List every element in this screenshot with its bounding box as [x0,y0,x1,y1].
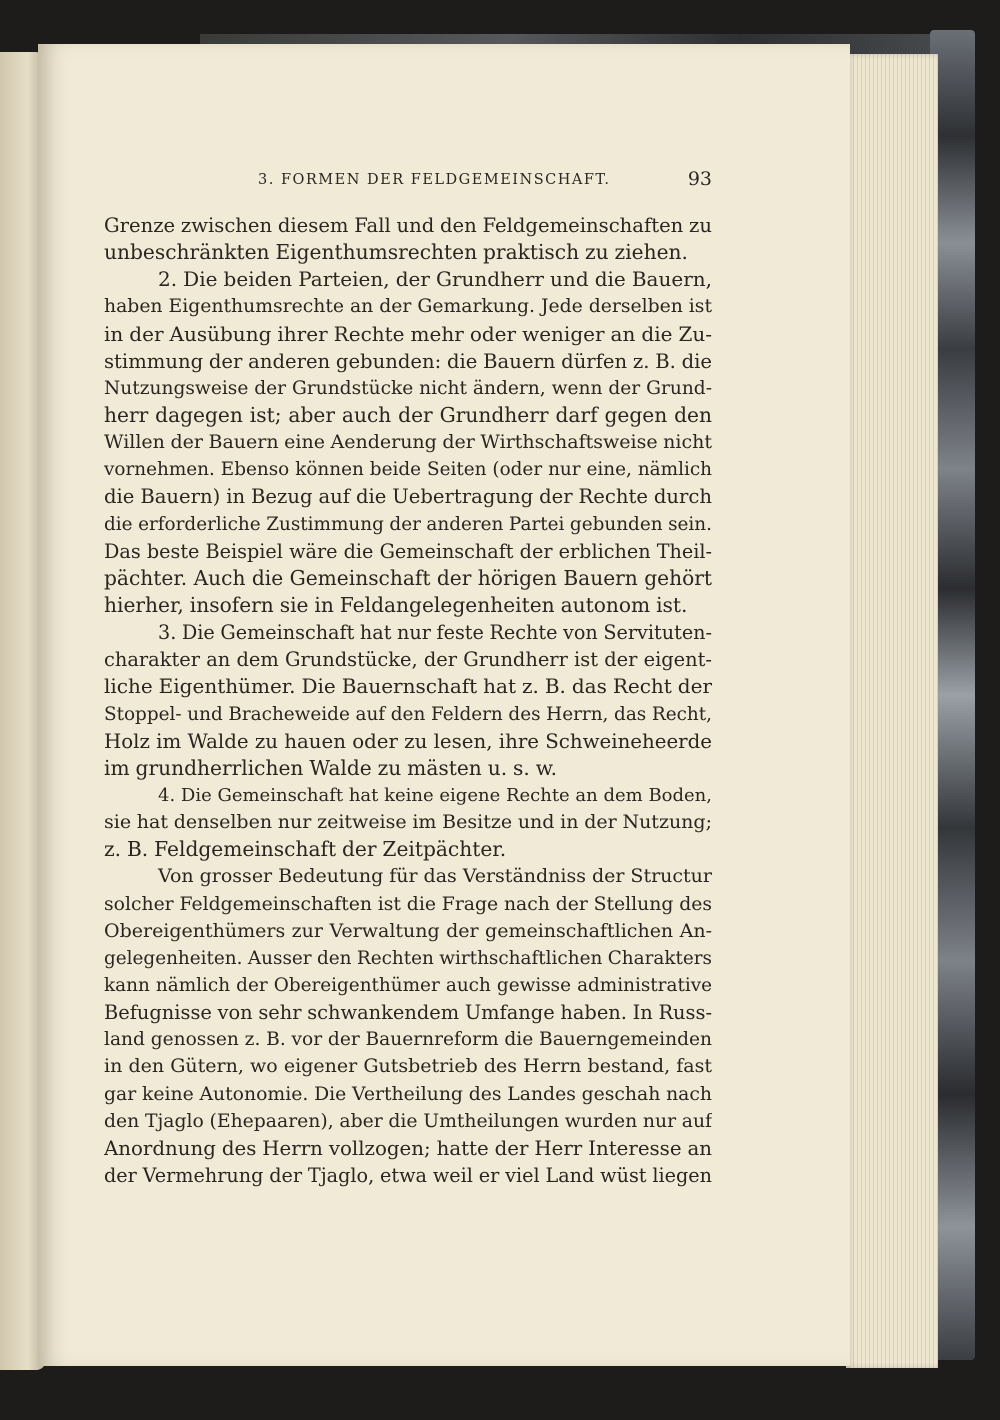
text-line: solcher Feldgemeinschaften ist die Frage nach der Stellung des [104,893,712,915]
text-line: Grenze zwischen diesem Fall und den Feldgemeinschaften zu [104,214,712,237]
page-header [104,168,712,196]
text-line: Das beste Beispiel wäre die Gemeinschaft der erblichen Theil- [104,539,712,563]
text-line: pächter. Auch die Gemeinschaft der hörigen Bauern gehört [104,565,712,590]
text-line: in der Ausübung ihrer Rechte mehr oder weniger an die Zu- [104,321,712,346]
text-line: hierher, insofern sie in Feldangelegenheiten autonom ist. [104,592,688,617]
text-line: in den Gütern, wo eigener Gutsbetrieb des Herrn bestand, fast [104,1055,712,1078]
text-line: kann nämlich der Obereigenthümer auch gewisse administrative [104,974,712,996]
text-line: den Tjaglo (Ehepaaren), aber die Umtheilungen wurden nur auf [104,1110,712,1132]
text-line: Holz im Walde zu hauen oder zu lesen, ihre Schweineheerde [104,729,712,753]
text-line: der Vermehrung der Tjaglo, etwa weil er viel Land wüst liegen [104,1163,712,1187]
text-line: Stoppel- und Bracheweide auf den Feldern des Herrn, das Recht, [104,703,712,725]
page-block-edges [846,54,938,1368]
text-line: stimmung der anderen gebunden: die Bauern dürfen z. B. die [104,349,712,373]
running-head: 3. FORMEN DER FELDGEMEINSCHAFT. [258,172,611,188]
text-line: haben Eigenthumsrechte an der Gemarkung. Jede derselben ist [104,296,712,318]
text-line: sie hat denselben nur zeitweise im Besitze und in der Nutzung; [104,811,712,834]
page-number: 93 [687,168,712,190]
text-line: die erforderliche Zustimmung der anderen Partei gebunden sein. [104,513,712,535]
text-line: herr dagegen ist; aber auch der Grundherr darf gegen den [104,402,712,427]
text-line: vornehmen. Ebenso können beide Seiten (oder nur eine, nämlich [104,459,712,481]
text-line: gar keine Autonomie. Die Vertheilung des Landes geschah nach [104,1083,712,1105]
text-line: Nutzungsweise der Grundstücke nicht ändern, wenn der Grund- [104,377,712,399]
text-line: Willen der Bauern eine Aenderung der Wirthschaftsweise nicht [104,431,712,454]
text-line: 4. Die Gemeinschaft hat keine eigene Rechte an dem Boden, [158,784,712,806]
text-line: Anordnung des Herrn vollzogen; hatte der Herr Interesse an [104,1136,712,1160]
text-line: land genossen z. B. vor der Bauernreform die Bauerngemeinden [104,1029,712,1051]
body-text [104,212,712,1189]
text-line: im grundherrlichen Walde zu mästen u. s. w. [104,755,558,780]
text-line: z. B. Feldgemeinschaft der Zeitpächter. [104,837,507,862]
text-line: 2. Die beiden Parteien, der Grundherr und die Bauern, [158,267,712,292]
text-line: charakter an dem Grundstücke, der Grundherr ist der eigent- [104,648,712,672]
text-line: Obereigenthümers zur Verwaltung der gemeinschaftlichen An- [104,919,712,942]
text-line: liche Eigenthümer. Die Bauernschaft hat z. B. das Recht der [104,674,712,699]
text-line: gelegenheiten. Ausser den Rechten wirthschaftlichen Charakters [104,947,712,969]
text-line: die Bauern) in Bezug auf die Uebertragung der Rechte durch [104,485,712,509]
text-line: unbeschränkten Eigenthumsrechten praktisch zu ziehen. [104,240,688,265]
text-line: Von grosser Bedeutung für das Verständniss der Structur [158,865,712,888]
text-line: Befugnisse von sehr schwankendem Umfange haben. In Russ- [104,1001,712,1025]
text-line: 3. Die Gemeinschaft hat nur feste Rechte von Servituten- [158,621,712,645]
